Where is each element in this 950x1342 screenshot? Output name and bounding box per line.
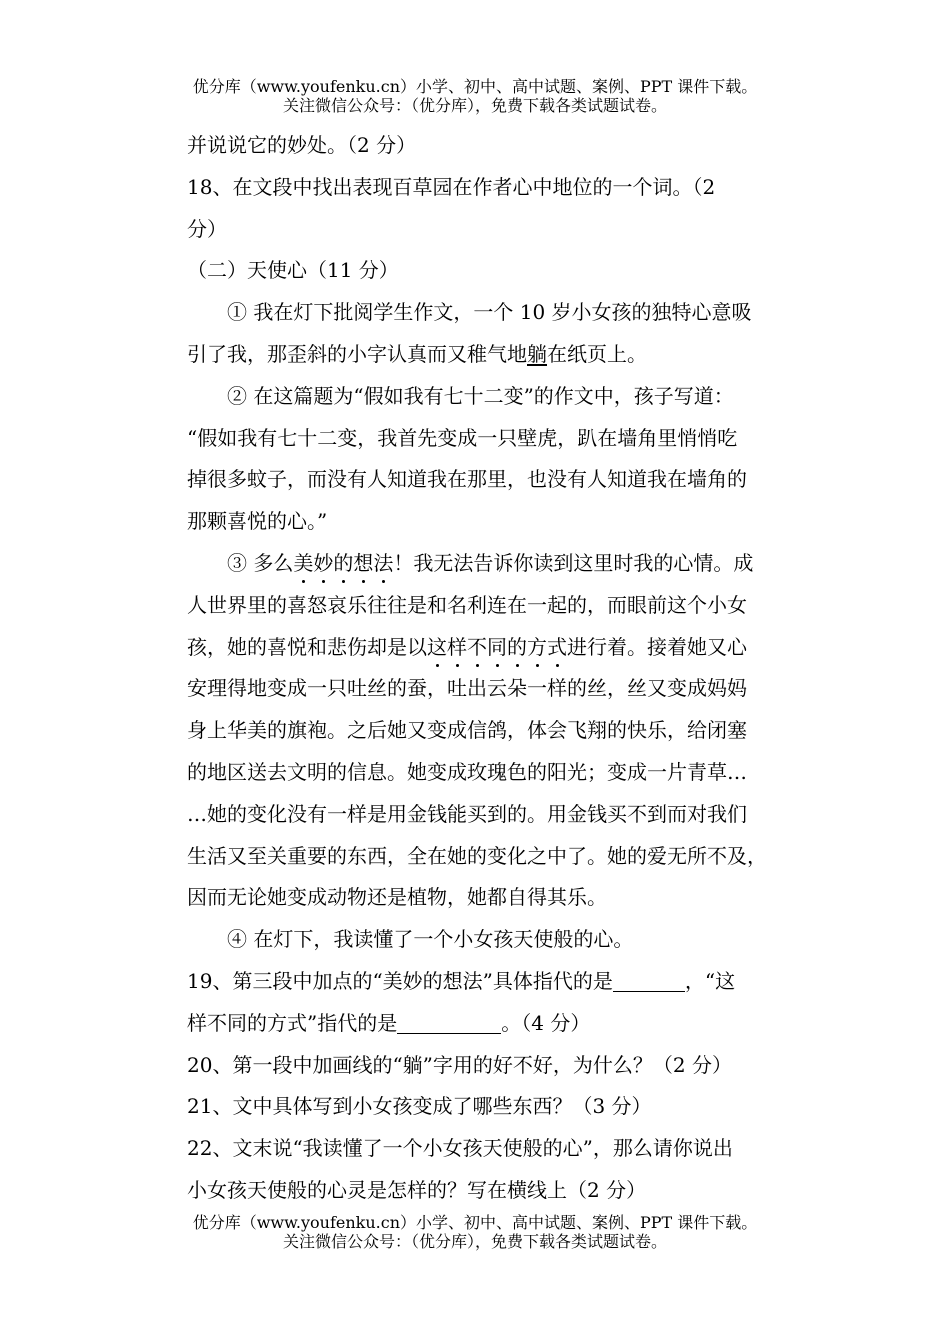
page-header [0, 77, 950, 115]
header-line-1: 优分库（www.youfenku.cn）小学、初中、高中试题、案例、PPT 课件下载。 [192, 77, 758, 96]
underlined-word: 躺 [527, 341, 547, 366]
question-19-line-2 [187, 1003, 815, 1045]
paragraph-1-text-a: 引了我，那歪斜的小字认真而又稚气地 [187, 341, 527, 366]
question-20: 20、第一段中加画线的“躺”字用的好不好，为什么？（2 分） [187, 1052, 732, 1077]
footer-line-1: 优分库（www.youfenku.cn）小学、初中、高中试题、案例、PPT 课件下载。 [192, 1213, 758, 1232]
question-19-text-b: ，“这 [684, 968, 736, 993]
paragraph-3-line-2: 人世界里的喜怒哀乐往往是和名利连在一起的，而眼前这个小女 [187, 592, 747, 617]
question-22-line-2: 小女孩天使般的心灵是怎样的？写在横线上（2 分） [187, 1177, 647, 1202]
dotted-phrase-1: 美妙的想法 [293, 550, 394, 575]
answer-blank-2[interactable] [397, 1007, 501, 1034]
paragraph-3-line-9: 因而无论她变成动物还是植物，她都自得其乐。 [187, 885, 607, 910]
section-2-title: （二）天使心（11 分） [187, 258, 399, 283]
paragraph-3-line-5: 身上华美的旗袍。之后她又变成信鸽，体会飞翔的快乐，给闭塞 [187, 718, 747, 743]
paragraph-1-text-b: 在纸页上。 [547, 341, 647, 366]
paragraph-2-line-2: “假如我有七十二变，我首先变成一只壁虎，趴在墙角里悄悄吃 [187, 425, 738, 450]
question-22-line-1: 22、文末说“我读懂了一个小女孩天使般的心”，那么请你说出 [187, 1136, 733, 1161]
question-19-text-c: 样不同的方式”指代的是 [187, 1010, 398, 1035]
paragraph-1-line-2 [187, 334, 815, 376]
paragraph-2-line-3: 掉很多蚊子，而没有人知道我在那里，也没有人知道我在墙角的 [187, 467, 747, 492]
paragraph-2-line-1: ② 在这篇题为“假如我有七十二变”的作文中，孩子写道： [227, 383, 734, 408]
paragraph-3-line-3-text-b: 进行着。接着她又心 [567, 634, 747, 659]
paragraph-3-line-3 [187, 627, 815, 669]
question-18-line-2: 分） [187, 216, 227, 241]
dotted-phrase-2: 这样不同的方式 [427, 634, 567, 659]
page-footer [0, 1213, 950, 1251]
question-19-text-a: 19、第三段中加点的“美妙的想法”具体指代的是 [187, 968, 613, 993]
paragraph-3-text-a: ③ 多么 [227, 550, 294, 575]
paragraph-3-line-8: 生活又至关重要的东西，全在她的变化之中了。她的爱无所不及， [187, 843, 767, 868]
paragraph-4: ④ 在灯下，我读懂了一个小女孩天使般的心。 [227, 927, 634, 952]
paragraph-3-line-1 [187, 543, 815, 585]
answer-blank-1[interactable] [613, 965, 685, 992]
question-18-line-1: 18、在文段中找出表现百草园在作者心中地位的一个词。（2 [187, 174, 716, 199]
footer-line-2: 关注微信公众号：（优分库），免费下载各类试题试卷。 [282, 1232, 667, 1251]
question-19-line-1 [187, 961, 815, 1003]
paragraph-1-line-1: ① 我在灯下批阅学生作文，一个 10 岁小女孩的独特心意吸 [227, 300, 752, 325]
document-body [187, 125, 815, 1212]
question-17-tail: 并说说它的妙处。（2 分） [187, 133, 417, 157]
paragraph-2-line-4: 那颗喜悦的心。” [187, 509, 328, 534]
paragraph-3-line-4: 安理得地变成一只吐丝的蚕，吐出云朵一样的丝，丝又变成妈妈 [187, 676, 747, 701]
paragraph-3-text-b: ！我无法告诉你读到这里时我的心情。成 [393, 550, 754, 575]
header-line-2: 关注微信公众号：（优分库），免费下载各类试题试卷。 [282, 96, 667, 115]
paragraph-3-line-7: …她的变化没有一样是用金钱能买到的。用金钱买不到而对我们 [187, 801, 747, 826]
question-21: 21、文中具体写到小女孩变成了哪些东西？（3 分） [187, 1094, 652, 1119]
paragraph-3-line-6: 的地区送去文明的信息。她变成玫瑰色的阳光；变成一片青草… [187, 759, 747, 784]
paragraph-3-line-3-text-a: 孩，她的喜悦和悲伤却是以 [187, 634, 427, 659]
question-19-text-d: 。（4 分） [501, 1010, 591, 1035]
